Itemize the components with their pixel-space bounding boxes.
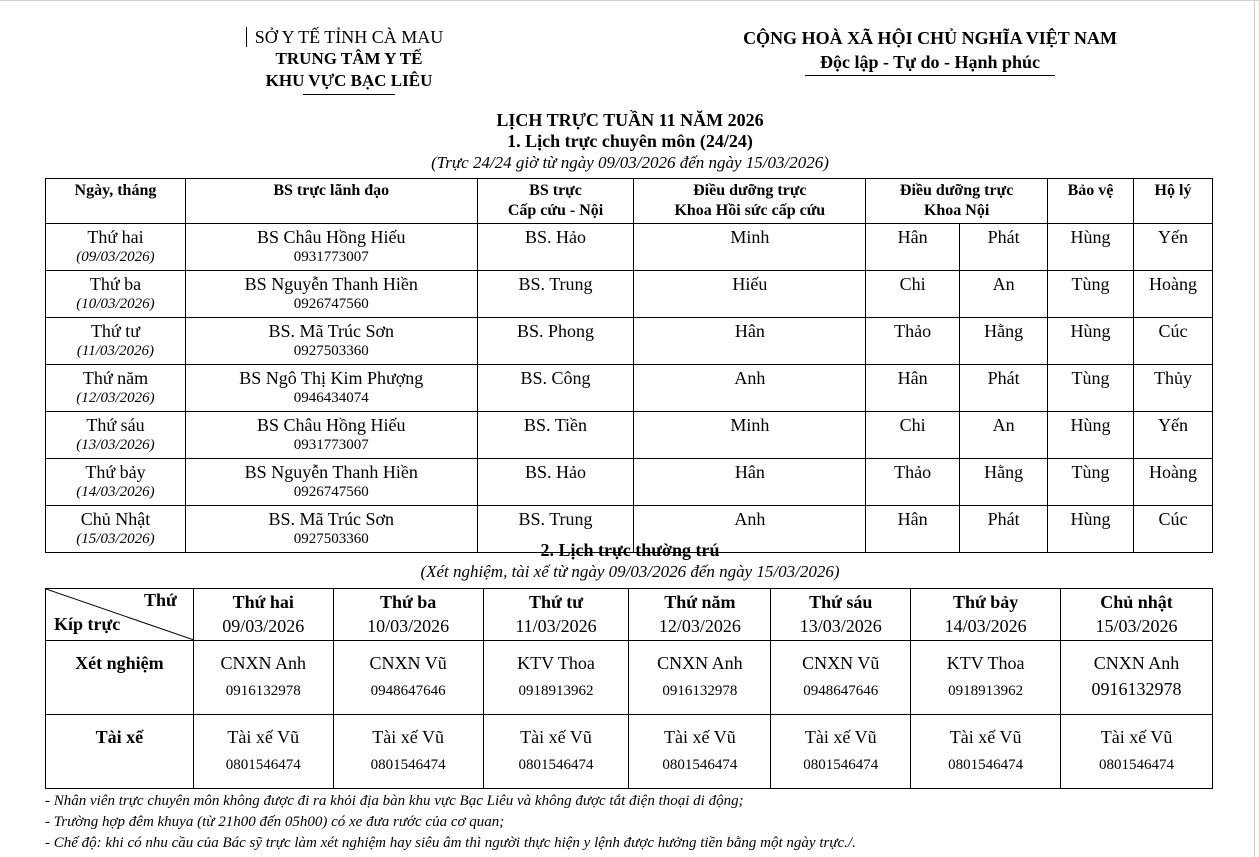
lab-staff-name: CNXN Anh — [1093, 653, 1180, 673]
orderly-cell: Hoàng — [1133, 271, 1212, 318]
resident-duty-table — [45, 588, 1213, 789]
driver-cell — [333, 715, 483, 789]
table1-header-row — [46, 179, 1213, 224]
er-doctor-cell: BS. Trung — [477, 271, 634, 318]
lead-doctor-phone: 0931773007 — [293, 437, 369, 453]
driver-phone: 0801546474 — [1099, 757, 1175, 773]
driver-cell — [771, 715, 911, 789]
internal-nurse-2-cell: Phát — [960, 224, 1048, 271]
date-text: (15/03/2026) — [76, 531, 155, 547]
internal-nurse-2-cell: Hằng — [960, 318, 1048, 365]
internal-nurse-2-cell: Phát — [960, 506, 1048, 553]
col-lead-doctor: BS trực lãnh đạo — [185, 179, 477, 224]
col-internal-nurse: Điều dưỡng trực Khoa Nội — [866, 179, 1048, 224]
internal-nurse-1-cell: Hân — [866, 365, 960, 412]
page-title: LỊCH TRỰC TUẦN 11 NĂM 2026 — [496, 110, 764, 130]
agency-header — [240, 26, 458, 95]
notes-block — [45, 791, 1225, 854]
section2-title-block — [300, 539, 960, 583]
lab-staff-name: CNXN Anh — [657, 653, 743, 673]
date-cell — [46, 506, 186, 553]
lab-staff-phone: 0948647646 — [803, 683, 879, 699]
driver-name: Tài xế Vũ — [372, 727, 444, 747]
lab-staff-cell — [333, 641, 483, 715]
day-name: Thứ ba — [379, 592, 437, 612]
security-cell: Hùng — [1048, 412, 1134, 459]
day-header-cell — [483, 589, 629, 641]
internal-nurse-2-cell: Hằng — [960, 459, 1048, 506]
weekday-text: Thứ tư — [90, 321, 140, 341]
day-name: Thứ bảy — [952, 592, 1019, 612]
security-cell: Tùng — [1048, 459, 1134, 506]
date-text: (13/03/2026) — [76, 437, 155, 453]
driver-phone: 0801546474 — [518, 757, 594, 773]
lab-staff-cell — [629, 641, 771, 715]
security-cell: Tùng — [1048, 365, 1134, 412]
agency-line-2: TRUNG TÂM Y TẾ — [275, 49, 423, 68]
national-underline — [805, 75, 1055, 76]
lead-doctor-phone: 0946434074 — [293, 390, 369, 406]
internal-nurse-1-cell: Hân — [866, 224, 960, 271]
lead-doctor-cell — [185, 459, 477, 506]
date-cell — [46, 412, 186, 459]
lab-row-label: Xét nghiệm — [46, 641, 194, 715]
driver-name: Tài xế Vũ — [520, 727, 592, 747]
lead-doctor-name: BS Ngô Thị Kim Phượng — [239, 368, 424, 388]
day-name: Thứ năm — [664, 592, 736, 612]
date-text: (09/03/2026) — [76, 249, 155, 265]
lab-staff-cell — [911, 641, 1061, 715]
day-header-cell — [911, 589, 1061, 641]
date-text: (12/03/2026) — [76, 390, 155, 406]
weekday-text: Thứ năm — [82, 368, 149, 388]
day-date: 15/03/2026 — [1095, 616, 1178, 636]
agency-line-3: KHU VỰC BẠC LIÊU — [265, 71, 433, 90]
day-date: 13/03/2026 — [799, 616, 882, 636]
page-top-border — [0, 0, 1259, 1]
driver-row-label: Tài xế — [46, 715, 194, 789]
table-row — [46, 459, 1213, 506]
lead-doctor-cell — [185, 271, 477, 318]
day-name: Thứ sáu — [809, 592, 873, 612]
driver-cell — [483, 715, 629, 789]
lab-staff-name: CNXN Anh — [220, 653, 307, 673]
table-row — [46, 271, 1213, 318]
er-doctor-cell: BS. Tiền — [477, 412, 634, 459]
lead-doctor-cell — [185, 365, 477, 412]
lead-doctor-name: BS Châu Hồng Hiếu — [257, 227, 406, 247]
security-cell: Hùng — [1048, 224, 1134, 271]
day-date: 09/03/2026 — [222, 616, 305, 636]
internal-nurse-1-cell: Chi — [866, 412, 960, 459]
internal-nurse-1-cell: Chi — [866, 271, 960, 318]
day-date: 11/03/2026 — [515, 616, 597, 636]
driver-phone: 0801546474 — [662, 757, 738, 773]
er-doctor-cell: BS. Phong — [477, 318, 634, 365]
note-line: - Chế độ: khi có nhu cầu của Bác sỹ trực làm xét nghiệm hay siêu âm thì người thực hiện y lệnh được hưởng tiền bằng một ngày trực./. — [45, 835, 856, 851]
driver-cell — [193, 715, 333, 789]
driver-phone: 0801546474 — [370, 757, 446, 773]
date-cell — [46, 318, 186, 365]
er-doctor-cell: BS. Công — [477, 365, 634, 412]
security-cell: Hùng — [1048, 506, 1134, 553]
driver-row — [46, 715, 1213, 789]
section2-subtitle: (Xét nghiệm, tài xế từ ngày 09/03/2026 đến ngày 15/03/2026) — [420, 562, 840, 581]
col-date: Ngày, tháng — [46, 179, 186, 224]
lab-staff-name: CNXN Vũ — [369, 653, 447, 673]
agency-underline — [303, 94, 395, 95]
orderly-cell: Yến — [1133, 224, 1212, 271]
date-cell — [46, 271, 186, 318]
day-date: 10/03/2026 — [367, 616, 450, 636]
internal-nurse-1-cell: Thảo — [866, 318, 960, 365]
orderly-cell: Hoàng — [1133, 459, 1212, 506]
weekday-text: Chủ Nhật — [80, 509, 151, 529]
lab-staff-name: KTV Thoa — [946, 653, 1025, 673]
col-icu-nurse: Điều dưỡng trực Khoa Hồi sức cấp cứu — [634, 179, 866, 224]
day-date: 14/03/2026 — [944, 616, 1027, 636]
day-name: Thứ tư — [528, 592, 584, 612]
lab-staff-cell — [771, 641, 911, 715]
day-date: 12/03/2026 — [658, 616, 741, 636]
driver-name: Tài xế Vũ — [1100, 727, 1173, 747]
corner-cell — [46, 589, 194, 641]
lab-staff-phone: 0916132978 — [662, 683, 738, 699]
lab-staff-phone: 0918913962 — [518, 683, 594, 699]
icu-nurse-cell: Hân — [634, 318, 866, 365]
day-header-cell — [1061, 589, 1213, 641]
security-cell: Hùng — [1048, 318, 1134, 365]
icu-nurse-cell: Anh — [634, 506, 866, 553]
lab-staff-cell — [483, 641, 629, 715]
agency-line-1: SỞ Y TẾ TỈNH CÀ MAU — [254, 27, 444, 47]
lead-doctor-phone: 0927503360 — [293, 343, 369, 359]
icu-nurse-cell: Hân — [634, 459, 866, 506]
lab-row — [46, 641, 1213, 715]
day-name: Chủ nhật — [1100, 592, 1173, 612]
lab-staff-cell — [193, 641, 333, 715]
day-header-cell — [333, 589, 483, 641]
lead-doctor-cell — [185, 224, 477, 271]
col-orderly: Hộ lý — [1133, 179, 1212, 224]
table-row — [46, 318, 1213, 365]
day-name: Thứ hai — [232, 592, 294, 612]
lead-doctor-phone: 0926747560 — [293, 484, 369, 500]
lead-doctor-phone: 0926747560 — [293, 296, 369, 312]
weekday-text: Thứ bảy — [85, 462, 146, 482]
lead-doctor-name: BS Nguyễn Thanh Hiền — [244, 274, 418, 294]
er-doctor-cell: BS. Hảo — [477, 224, 634, 271]
note-line: - Trường hợp đêm khuya (từ 21h00 đến 05h00) có xe đưa rước của cơ quan; — [45, 814, 505, 830]
day-header-cell — [771, 589, 911, 641]
icu-nurse-cell: Anh — [634, 365, 866, 412]
lab-staff-phone: 0916132978 — [1091, 679, 1182, 699]
weekday-text: Thứ sáu — [86, 415, 145, 435]
corner-shift-label: Kíp trực — [54, 614, 121, 634]
col-security: Bảo vệ — [1048, 179, 1134, 224]
note-line: - Nhân viên trực chuyên môn không được đi ra khỏi địa bàn khu vực Bạc Liêu và không được tắt điện thoại di động; — [45, 793, 744, 809]
table-row — [46, 365, 1213, 412]
table-row — [46, 412, 1213, 459]
weekday-text: Thứ ba — [89, 274, 142, 294]
lead-doctor-name: BS. Mã Trúc Sơn — [268, 509, 395, 529]
professional-duty-table — [45, 178, 1213, 553]
section1-title: 1. Lịch trực chuyên môn (24/24) — [507, 131, 753, 151]
driver-phone: 0801546474 — [948, 757, 1024, 773]
schedule-title-block — [260, 109, 1000, 174]
lead-doctor-phone: 0931773007 — [293, 249, 369, 265]
weekday-text: Thứ hai — [87, 227, 144, 247]
icu-nurse-cell: Minh — [634, 224, 866, 271]
lead-doctor-phone: 0927503360 — [293, 531, 369, 547]
internal-nurse-2-cell: An — [960, 271, 1048, 318]
driver-name: Tài xế Vũ — [949, 727, 1022, 747]
date-cell — [46, 459, 186, 506]
driver-cell — [629, 715, 771, 789]
driver-phone: 0801546474 — [225, 757, 301, 773]
driver-cell — [1061, 715, 1213, 789]
internal-nurse-1-cell: Thảo — [866, 459, 960, 506]
lab-staff-name: KTV Thoa — [517, 653, 595, 673]
day-header-cell — [193, 589, 333, 641]
lab-staff-phone: 0918913962 — [948, 683, 1024, 699]
driver-cell — [911, 715, 1061, 789]
lead-doctor-cell — [185, 318, 477, 365]
lead-doctor-name: BS. Mã Trúc Sơn — [268, 321, 395, 341]
icu-nurse-cell: Minh — [634, 412, 866, 459]
lab-staff-phone: 0916132978 — [225, 683, 301, 699]
lab-staff-phone: 0948647646 — [370, 683, 446, 699]
table2-header-row — [46, 589, 1213, 641]
driver-phone: 0801546474 — [803, 757, 879, 773]
date-cell — [46, 365, 186, 412]
lead-doctor-cell — [185, 412, 477, 459]
internal-nurse-2-cell: An — [960, 412, 1048, 459]
national-motto: Độc lập - Tự do - Hạnh phúc — [819, 52, 1041, 72]
orderly-cell: Cúc — [1133, 318, 1212, 365]
corner-day-label: Thứ — [143, 590, 177, 610]
internal-nurse-2-cell: Phát — [960, 365, 1048, 412]
date-text: (14/03/2026) — [76, 484, 155, 500]
date-cell — [46, 224, 186, 271]
er-doctor-cell: BS. Hảo — [477, 459, 634, 506]
lead-doctor-name: BS Châu Hồng Hiếu — [257, 415, 406, 435]
page-right-border — [1254, 0, 1255, 857]
orderly-cell: Yến — [1133, 412, 1212, 459]
lab-staff-name: CNXN Vũ — [802, 653, 880, 673]
orderly-cell: Thủy — [1133, 365, 1212, 412]
national-title: CỘNG HOÀ XÃ HỘI CHỦ NGHĨA VIỆT NAM — [743, 28, 1117, 48]
driver-name: Tài xế Vũ — [664, 727, 736, 747]
security-cell: Tùng — [1048, 271, 1134, 318]
national-header — [700, 26, 1160, 76]
col-er-doctor: BS trực Cấp cứu - Nội — [477, 179, 634, 224]
date-text: (11/03/2026) — [76, 343, 155, 359]
orderly-cell: Cúc — [1133, 506, 1212, 553]
table-row — [46, 224, 1213, 271]
internal-nurse-1-cell: Hân — [866, 506, 960, 553]
lead-doctor-name: BS Nguyễn Thanh Hiền — [244, 462, 418, 482]
driver-name: Tài xế Vũ — [227, 727, 300, 747]
lab-staff-cell — [1061, 641, 1213, 715]
day-header-cell — [629, 589, 771, 641]
date-text: (10/03/2026) — [76, 296, 155, 312]
driver-name: Tài xế Vũ — [804, 727, 877, 747]
section2-title: 2. Lịch trực thường trú — [540, 540, 720, 560]
er-doctor-cell: BS. Trung — [477, 506, 634, 553]
icu-nurse-cell: Hiếu — [634, 271, 866, 318]
section1-subtitle: (Trực 24/24 giờ từ ngày 09/03/2026 đến ngày 15/03/2026) — [431, 153, 829, 172]
